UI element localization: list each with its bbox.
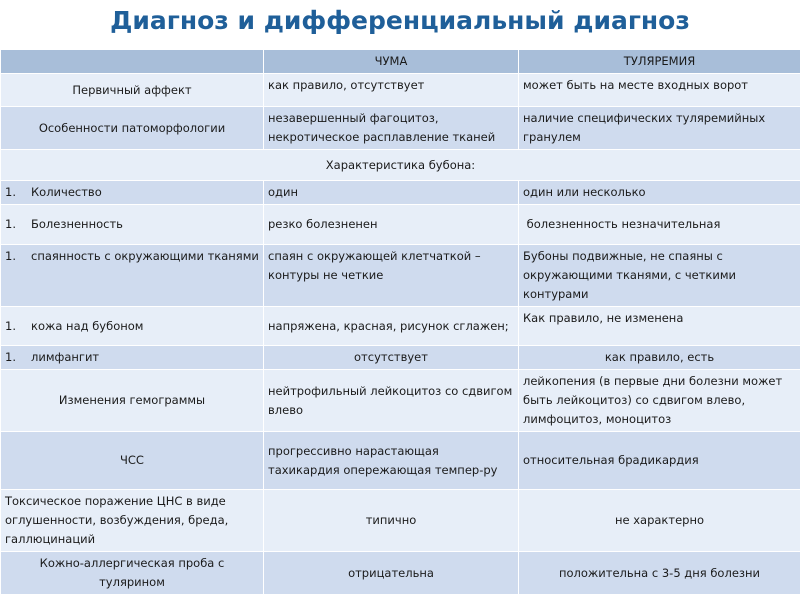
section-heading: Характеристика бубона: bbox=[1, 150, 800, 181]
tularemia-cell: относительная брадикардия bbox=[519, 432, 800, 490]
row-number: 1. bbox=[5, 185, 16, 199]
plague-cell: резко болезненен bbox=[264, 205, 519, 245]
plague-cell: один bbox=[264, 181, 519, 205]
differential-diagnosis-table bbox=[0, 49, 800, 595]
plague-cell: незавершенный фагоцитоз, некротическое расплавление тканей bbox=[264, 107, 519, 150]
row-label: Изменения гемограммы bbox=[1, 370, 264, 432]
row-label-text: Количество bbox=[31, 185, 102, 199]
plague-cell: как правило, отсутствует bbox=[264, 74, 519, 107]
row-label-text: спаянность с окружающими тканями bbox=[31, 249, 259, 263]
table-row bbox=[1, 432, 800, 490]
row-label bbox=[1, 205, 264, 245]
row-label: Кожно-аллергическая проба с тулярином bbox=[1, 552, 264, 595]
table-row bbox=[1, 245, 800, 307]
row-label-text: кожа над бубоном bbox=[31, 318, 144, 333]
table-row bbox=[1, 307, 800, 346]
tularemia-cell: как правило, есть bbox=[519, 346, 800, 370]
row-number: 1. bbox=[5, 318, 16, 333]
row-label: ЧСС bbox=[1, 432, 264, 490]
row-label-text: Болезненность bbox=[31, 217, 123, 231]
tularemia-cell: наличие специфических туляремийных гранулем bbox=[519, 107, 800, 150]
row-number: 1. bbox=[5, 350, 16, 364]
table-row bbox=[1, 181, 800, 205]
header-cell-plague: ЧУМА bbox=[264, 50, 519, 74]
plague-cell: типично bbox=[264, 490, 519, 552]
row-label bbox=[1, 346, 264, 370]
row-number: 1. bbox=[5, 217, 16, 231]
table-row bbox=[1, 552, 800, 595]
plague-cell: напряжена, красная, рисунок сглажен; bbox=[264, 307, 519, 346]
tularemia-cell: один или несколько bbox=[519, 181, 800, 205]
plague-cell: отсутствует bbox=[264, 346, 519, 370]
tularemia-cell: может быть на месте входных ворот bbox=[519, 74, 800, 107]
tularemia-cell: болезненность незначительная bbox=[519, 205, 800, 245]
table-row bbox=[1, 205, 800, 245]
row-label bbox=[1, 181, 264, 205]
table-header-row bbox=[1, 50, 800, 74]
table-row bbox=[1, 490, 800, 552]
row-label bbox=[1, 307, 264, 346]
tularemia-cell: Как правило, не изменена bbox=[519, 307, 800, 346]
tularemia-cell: положительна с 3-5 дня болезни bbox=[519, 552, 800, 595]
table-row bbox=[1, 346, 800, 370]
row-label bbox=[1, 245, 264, 307]
header-cell-feature bbox=[1, 50, 264, 74]
plague-cell: спаян с окружающей клетчаткой – контуры не четкие bbox=[264, 245, 519, 307]
table-row bbox=[1, 107, 800, 150]
tularemia-cell: не характерно bbox=[519, 490, 800, 552]
tularemia-cell: Бубоны подвижные, не спаяны с окружающими тканями, с четкими контурами bbox=[519, 245, 800, 307]
header-cell-tularemia: ТУЛЯРЕМИЯ bbox=[519, 50, 800, 74]
row-label: Первичный аффект bbox=[1, 74, 264, 107]
row-label: Особенности патоморфологии bbox=[1, 107, 264, 150]
section-row bbox=[1, 150, 800, 181]
plague-cell: отрицательна bbox=[264, 552, 519, 595]
table-row bbox=[1, 74, 800, 107]
plague-cell: нейтрофильный лейкоцитоз со сдвигом влево bbox=[264, 370, 519, 432]
page-title: Диагноз и дифференциальный диагноз bbox=[110, 6, 690, 35]
row-number: 1. bbox=[5, 249, 16, 263]
row-label: Токсическое поражение ЦНС в виде оглушенности, возбуждения, бреда, галлюцинаций bbox=[1, 490, 264, 552]
row-label-text: лимфангит bbox=[31, 350, 100, 364]
plague-cell: прогрессивно нарастающая тахикардия опережающая темпер-ру bbox=[264, 432, 519, 490]
tularemia-cell: лейкопения (в первые дни болезни может быть лейкоцитоз) со сдвигом влево, лимфоцитоз, моноцитоз bbox=[519, 370, 800, 432]
table-row bbox=[1, 370, 800, 432]
